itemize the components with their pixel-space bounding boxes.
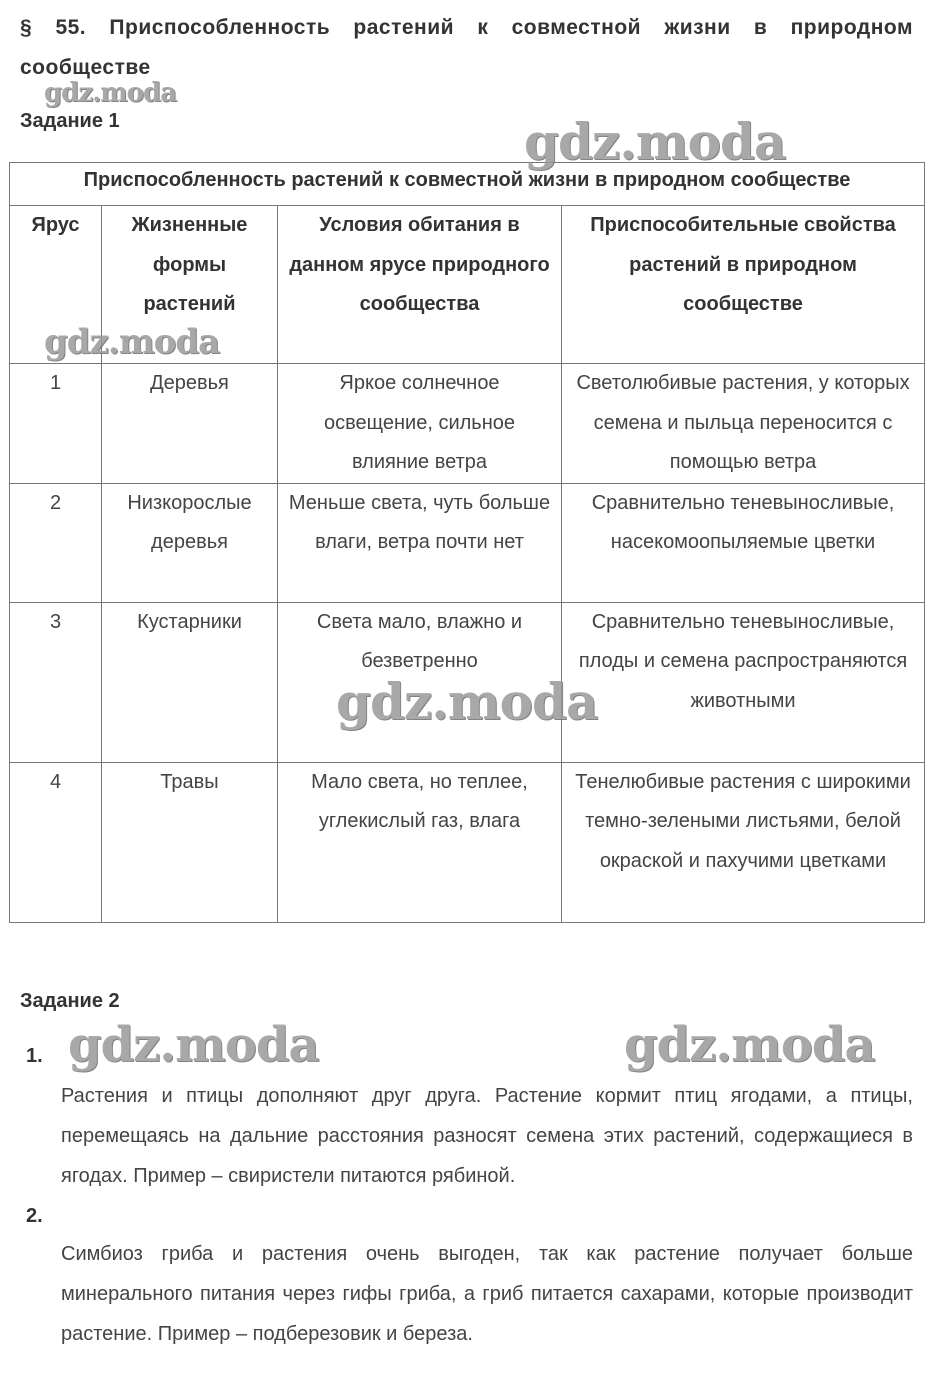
watermark-logo: gdz.moda (524, 112, 786, 171)
adaptation-table (9, 162, 925, 923)
item-text: Симбиоз гриба и растения очень выгоден, так как растение получает больше минерального питания через гифы гриба, а гриб питается сахарами, которые производит растение. Пример – подберезовик и береза. (61, 1243, 913, 1345)
watermark-logo: gdz.moda (44, 78, 177, 108)
cell-form: Травы (102, 762, 278, 922)
watermark-logo: gdz.moda (624, 1017, 875, 1073)
task1-title: Задание 1 (20, 110, 120, 132)
header-adaptations: Приспособительные свойства растений в природном сообществе (562, 206, 925, 364)
cell-conditions: Света мало, влажно и безветренно (278, 602, 562, 762)
table-row (10, 602, 925, 762)
cell-adaptations: Сравнительно теневыносливые, плоды и семена распространяются животными (562, 602, 925, 762)
table-row (10, 483, 925, 602)
table-row (10, 364, 925, 484)
item-text: Растения и птицы дополняют друг друга. Растение кормит птиц ягодами, а птицы, перемещаясь на дальние расстояния разносят семена этих растений, содержащиеся в ягодах. Пример – свиристели питаются рябиной. (61, 1085, 913, 1187)
table-caption: Приспособленность растений к совместной жизни в природном сообществе (10, 163, 925, 206)
item-number: 2. (26, 1205, 43, 1227)
page-heading: § 55. Приспособленность растений к совместной жизни в природном сообществе (20, 16, 913, 79)
table-header-row (10, 206, 925, 364)
cell-adaptations: Тенелюбивые растения с широкими темно-зелеными листьями, белой окраской и пахучими цветками (562, 762, 925, 922)
cell-form: Кустарники (102, 602, 278, 762)
cell-conditions: Меньше света, чуть больше влаги, ветра почти нет (278, 483, 562, 602)
cell-conditions: Яркое солнечное освещение, сильное влияние ветра (278, 364, 562, 484)
table-row (10, 762, 925, 922)
cell-tier: 3 (10, 602, 102, 762)
cell-tier: 2 (10, 483, 102, 602)
cell-adaptations: Светолюбивые растения, у которых семена и пыльца переносится с помощью ветра (562, 364, 925, 484)
watermark-logo: gdz.moda (68, 1017, 319, 1073)
cell-conditions: Мало света, но теплее, углекислый газ, влага (278, 762, 562, 922)
cell-tier: 4 (10, 762, 102, 922)
header-conditions: Условия обитания в данном ярусе природного сообщества (278, 206, 562, 364)
watermark-logo: gdz.moda (44, 322, 220, 362)
cell-form: Деревья (102, 364, 278, 484)
cell-form: Низкорослые деревья (102, 483, 278, 602)
header-form: Жизненные формы растений (102, 206, 278, 364)
watermark-logo: gdz.moda (336, 672, 598, 731)
cell-adaptations: Сравнительно теневыносливые, насекомоопыляемые цветки (562, 483, 925, 602)
cell-tier: 1 (10, 364, 102, 484)
table-caption-row (10, 163, 925, 206)
header-tier: Ярус (10, 206, 102, 364)
item-number: 1. (26, 1045, 43, 1067)
task2-title: Задание 2 (20, 990, 120, 1012)
